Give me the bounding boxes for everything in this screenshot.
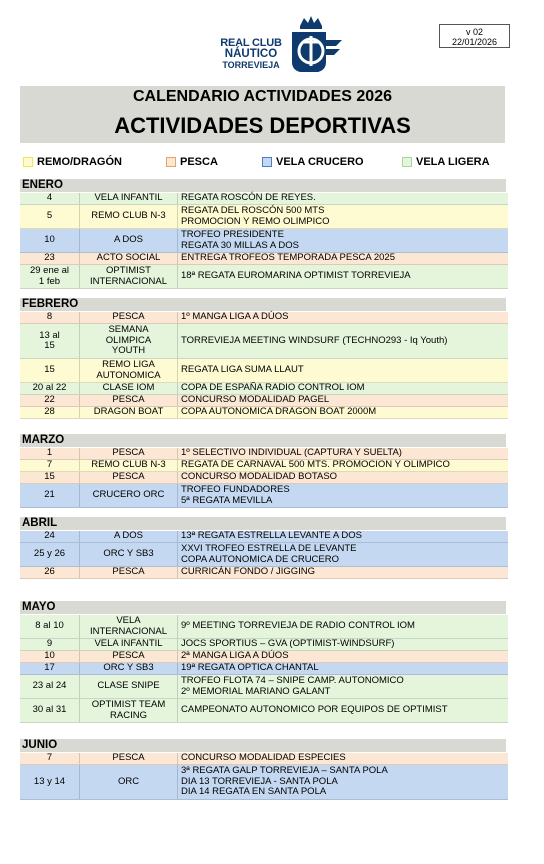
event-date: 15 bbox=[20, 359, 80, 382]
event-name: COPA AUTONOMICA DRAGON BOAT 2000M bbox=[181, 406, 377, 418]
event-date: 1 bbox=[20, 448, 80, 459]
event-date: 4 bbox=[20, 193, 80, 204]
event-name: CONCURSO MODALIDAD PAGEL bbox=[181, 394, 330, 406]
legend-swatch bbox=[262, 157, 272, 167]
event-name: CONCURSO MODALIDAD ESPECIES bbox=[181, 752, 346, 764]
event-row bbox=[20, 448, 508, 460]
legend-label: REMO/DRAGÓN bbox=[37, 156, 122, 168]
event-name: XXVI TROFEO ESTRELLA DE LEVANTE COPA AUTONOMICA DE CRUCERO bbox=[181, 543, 357, 565]
event-class: SEMANA OLIMPICA YOUTH bbox=[80, 324, 178, 358]
event-row bbox=[20, 639, 508, 651]
event-row bbox=[20, 460, 508, 472]
event-class: PESCA bbox=[80, 651, 178, 662]
event-class: DRAGON BOAT bbox=[80, 407, 178, 418]
legend-swatch bbox=[402, 157, 412, 167]
event-class: ACTO SOCIAL bbox=[80, 253, 178, 264]
event-row bbox=[20, 765, 508, 800]
event-name: TORREVIEJA MEETING WINDSURF (TECHNO293 - Iq Youth) bbox=[181, 334, 448, 346]
event-name: ENTREGA TROFEOS TEMPORADA PESCA 2025 bbox=[181, 252, 395, 264]
event-name: 13ª REGATA ESTRELLA LEVANTE A DOS bbox=[181, 530, 362, 542]
event-class: A DOS bbox=[80, 531, 178, 542]
event-row bbox=[20, 484, 508, 508]
month-header: ENERO bbox=[20, 179, 506, 192]
page-title: CALENDARIO ACTIVIDADES 2026 bbox=[132, 88, 392, 105]
event-row bbox=[20, 205, 508, 229]
page-header bbox=[20, 86, 505, 143]
event-name: CURRICÁN FONDO / JIGGING bbox=[181, 566, 316, 578]
event-row bbox=[20, 265, 508, 289]
event-name: 19ª REGATA OPTICA CHANTAL bbox=[181, 662, 319, 674]
legend-label: VELA LIGERA bbox=[416, 156, 490, 168]
event-row bbox=[20, 324, 508, 359]
event-date: 26 bbox=[20, 567, 80, 578]
legend-label: PESCA bbox=[180, 156, 218, 168]
event-date: 25 y 26 bbox=[20, 543, 80, 566]
event-name: 3ª REGATA GALP TORREVIEJA – SANTA POLA DIA 13 TORREVIEJA - SANTA POLA DIA 14 REGATA EN SANTA POLA bbox=[181, 765, 388, 798]
event-row bbox=[20, 472, 508, 484]
event-row bbox=[20, 407, 508, 419]
event-name: JOCS SPORTIUS – GVA (OPTIMIST-WINDSURF) bbox=[181, 638, 395, 650]
event-class: OPTIMIST INTERNACIONAL bbox=[80, 265, 178, 288]
event-class: REMO LIGA AUTONOMICA bbox=[80, 359, 178, 382]
event-date: 13 al 15 bbox=[20, 324, 80, 358]
legend-label: VELA CRUCERO bbox=[276, 156, 364, 168]
event-date: 22 bbox=[20, 395, 80, 406]
event-class: REMO CLUB N-3 bbox=[80, 460, 178, 471]
event-name: COPA DE ESPAÑA RADIO CONTROL IOM bbox=[181, 382, 365, 394]
page-subtitle: ACTIVIDADES DEPORTIVAS bbox=[114, 113, 411, 138]
event-date: 20 al 22 bbox=[20, 383, 80, 394]
version-date: 22/01/2026 bbox=[451, 37, 498, 47]
event-name: REGATA ROSCÓN DE REYES. bbox=[181, 192, 316, 204]
event-row bbox=[20, 531, 508, 543]
event-class: PESCA bbox=[80, 448, 178, 459]
event-date: 8 bbox=[20, 312, 80, 323]
legend-item bbox=[23, 156, 122, 168]
club-name-line2: NÁUTICO bbox=[224, 48, 278, 60]
event-row bbox=[20, 359, 508, 383]
event-date: 24 bbox=[20, 531, 80, 542]
month-header: FEBRERO bbox=[20, 298, 506, 311]
club-name bbox=[220, 38, 282, 71]
event-name: 2ª MANGA LIGA A DÚOS bbox=[181, 650, 289, 662]
event-name: TROFEO FLOTA 74 – SNIPE CAMP. AUTONOMICO 2º MEMORIAL MARIANO GALANT bbox=[181, 675, 404, 697]
event-row bbox=[20, 567, 508, 579]
event-date: 21 bbox=[20, 484, 80, 507]
event-row bbox=[20, 312, 508, 324]
event-class: PESCA bbox=[80, 472, 178, 483]
event-class: PESCA bbox=[80, 567, 178, 578]
event-row bbox=[20, 663, 508, 675]
event-name: 1º MANGA LIGA A DÚOS bbox=[181, 311, 289, 323]
event-date: 7 bbox=[20, 460, 80, 471]
event-date: 30 al 31 bbox=[20, 699, 80, 722]
event-class: CRUCERO ORC bbox=[80, 484, 178, 507]
event-class: VELA INTERNACIONAL bbox=[80, 615, 178, 638]
event-row bbox=[20, 253, 508, 265]
event-class: OPTIMIST TEAM RACING bbox=[80, 699, 178, 722]
event-class: REMO CLUB N-3 bbox=[80, 205, 178, 228]
month-header: JUNIO bbox=[20, 739, 506, 752]
event-date: 29 ene al 1 feb bbox=[20, 265, 80, 288]
event-row bbox=[20, 193, 508, 205]
event-class: PESCA bbox=[80, 312, 178, 323]
event-class: CLASE SNIPE bbox=[80, 675, 178, 698]
event-row bbox=[20, 753, 508, 765]
event-name: REGATA LIGA SUMA LLAUT bbox=[181, 364, 304, 376]
event-date: 10 bbox=[20, 229, 80, 252]
event-name: CAMPEONATO AUTONOMICO POR EQUIPOS DE OPTIMIST bbox=[181, 704, 448, 716]
event-date: 7 bbox=[20, 753, 80, 764]
event-class: CLASE IOM bbox=[80, 383, 178, 394]
event-name: TROFEO PRESIDENTE REGATA 30 MILLAS A DOS bbox=[181, 229, 299, 251]
event-row bbox=[20, 383, 508, 395]
legend-item bbox=[166, 156, 218, 168]
event-row bbox=[20, 675, 508, 699]
event-name: CONCURSO MODALIDAD BOTASO bbox=[181, 471, 338, 483]
month-header: ABRIL bbox=[20, 517, 506, 530]
legend bbox=[0, 156, 544, 170]
event-date: 9 bbox=[20, 639, 80, 650]
event-name: 1º SELECTIVO INDIVIDUAL (CAPTURA Y SUELTA) bbox=[181, 447, 402, 459]
event-name: REGATA DEL ROSCÓN 500 MTS PROMOCION Y REMO OLIMPICO bbox=[181, 205, 330, 227]
version-number: v 02 bbox=[465, 27, 483, 37]
event-name: REGATA DE CARNAVAL 500 MTS. PROMOCION Y OLIMPICO bbox=[181, 459, 450, 471]
event-row bbox=[20, 651, 508, 663]
event-date: 23 bbox=[20, 253, 80, 264]
event-date: 28 bbox=[20, 407, 80, 418]
event-name: 9º MEETING TORREVIEJA DE RADIO CONTROL IOM bbox=[181, 620, 415, 632]
event-date: 23 al 24 bbox=[20, 675, 80, 698]
event-date: 8 al 10 bbox=[20, 615, 80, 638]
event-class: ORC bbox=[80, 765, 178, 799]
event-date: 10 bbox=[20, 651, 80, 662]
event-row bbox=[20, 615, 508, 639]
anchor-crest-icon bbox=[280, 14, 342, 76]
event-class: ORC Y SB3 bbox=[80, 543, 178, 566]
event-name: 18ª REGATA EUROMARINA OPTIMIST TORREVIEJA bbox=[181, 270, 411, 282]
version-box bbox=[439, 24, 510, 48]
event-date: 5 bbox=[20, 205, 80, 228]
event-name: TROFEO FUNDADORES 5ª REGATA MEVILLA bbox=[181, 484, 290, 506]
month-header: MARZO bbox=[20, 434, 506, 447]
club-name-line3: TORREVIEJA bbox=[222, 60, 280, 70]
legend-item bbox=[402, 156, 490, 168]
legend-swatch bbox=[166, 157, 176, 167]
event-date: 17 bbox=[20, 663, 80, 674]
legend-swatch bbox=[23, 157, 33, 167]
event-row bbox=[20, 395, 508, 407]
event-row bbox=[20, 229, 508, 253]
club-name-line1: REAL CLUB bbox=[220, 37, 282, 49]
event-row bbox=[20, 699, 508, 723]
event-class: VELA INFANTIL bbox=[80, 639, 178, 650]
event-class: PESCA bbox=[80, 753, 178, 764]
legend-item bbox=[262, 156, 364, 168]
event-date: 15 bbox=[20, 472, 80, 483]
month-header: MAYO bbox=[20, 601, 506, 614]
club-logo bbox=[220, 14, 345, 76]
event-class: PESCA bbox=[80, 395, 178, 406]
event-date: 13 y 14 bbox=[20, 765, 80, 799]
event-class: ORC Y SB3 bbox=[80, 663, 178, 674]
event-row bbox=[20, 543, 508, 567]
event-class: A DOS bbox=[80, 229, 178, 252]
event-class: VELA INFANTIL bbox=[80, 193, 178, 204]
